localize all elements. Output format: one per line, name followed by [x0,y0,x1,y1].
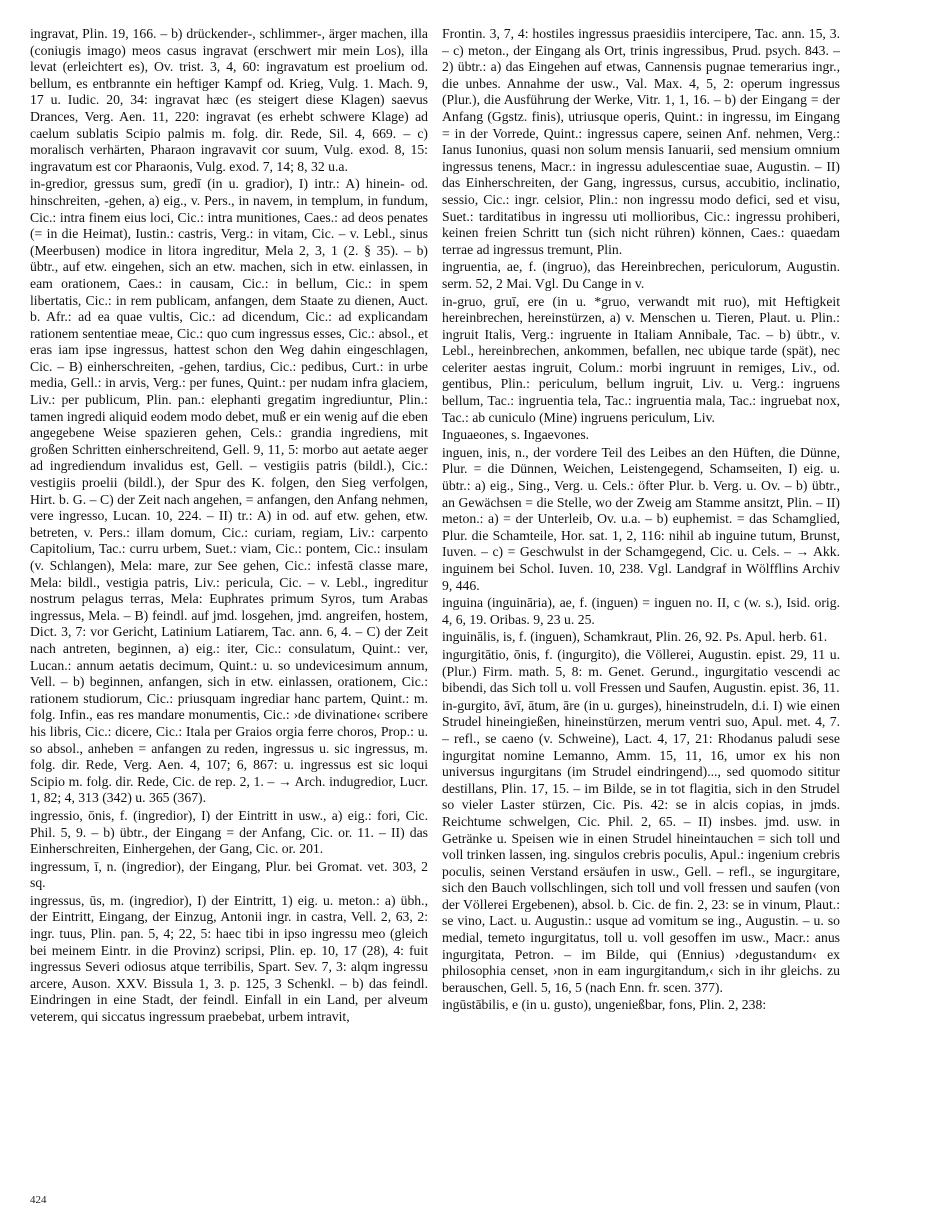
entry-inguinalis: inguinālis, is, f. (inguen), Schamkraut, Plin. 26, 92. Ps. Apul. herb. 61. [442,629,828,645]
dictionary-page [30,26,910,1206]
page-number: 424 [30,1194,47,1206]
left-column [30,26,428,1026]
entry-ingurgitatio: ingurgitātio, ōnis, f. (ingurgito), die Völlerei, Augustin. epist. 29, 11 u. (Plur.) Firm. math. 5, 8: m. Genet. Gerund., ingurgitatio vescendi ac bibendi, das Sich toll u. voll Fressen und Saufen, Augustin. epist. 36, 11. [442,646,840,696]
entry-ingressus-continued: Frontin. 3, 7, 4: hostiles ingressus praesidiis intercipere, Tac. ann. 15, 3. – c) meton., der Eingang als Ort, trinis ingressibus, Prud. psych. 843. – 2) übtr.: a) das Eingehen auf etwas, Cannensis pugnae temerarius ingr., die unbes. Annahme der usw., Val. Max. 4, 5, 2: operum ingressus (Plur.), die Ausführung der Werke, Vitr. 1, 1, 16. – b) der Eingang = der Anfang (Ggstz. finis), utriusque operis, Quint.: in ingressu, im Eingang = in der Vorrede, Quint.: ingressus capere, seinen Anf. nehmen, Verg.: Ianus Iunonius, quasi non solum mensis Ianuarii, sed mensium omnium ingressus tenens, Macr.: in ingressu adulescentiae suae, Augustin. – II) das Einherschreiten, der Gang, ingressus, cursus, accubitio, inclinatio, sessio, Cic.: ingr. celsior, Plin.: non ingressu modo defici, sed et visu, Suet.: tarditatibus in ingressu uti mollioribus, Cic.: ingressu prohiberi, keinen freien Schritt tun (sich nicht rühren) können, Caes.: quaedam terrae ad ingressus tremunt, Plin. [442,26,840,257]
entry-ingurgito: in-gurgito, āvī, ātum, āre (in u. gurges), hineinstrudeln, d.i. I) wie einen Strudel hineingießen, hineinstürzen, merum ventri suo, Apul. met. 4, 7. – refl., se caeno (v. Schweine), Lact. 4, 17, 21: Rhodanus paludi sese ingurgitat nomine Lemanno, Amm. 15, 11, 16, umor ex his non universus ingurgitans (im Strudel eindringend)..., sed quomodo sititur destillans, Plin. 17, 15. – im Bilde, se in tot flagitia, sich in den Strudel so vieler Laster stürzen, Cic. Pis. 42: se in alcis copias, in jmds. Reichtume schwelgen, Cic. Phil. 2, 65. – II) insbes. jmd. usw. in Getränke u. Speisen wie in einen Strudel hineintauchen = sich toll und voll trinken lassen, ing. singulos crebris poculis, Apul.: ingenium crebris poculis, seinen Verstand ersäufen in usw., Gell. – refl., se ingurgitare, sich den Bauch vollschlingen, sich toll und voll fressen und saufen (von der Völlerei Ergebenen), absol. b. Cic. de fin. 2, 23: se in vinum, Plaut.: se vino, Lact. u. Augustin.: usque ad vomitum se ing., Augustin. – u. so medial, temeto ingurgitatus, toll u. voll gesoffen im usw., Macr.: anus ingurgitata, Petron. – im Bilde, qui (Ennius) ›degustandum‹ ex philosophia censet, ›non in eam ingurgitandum,‹ sich in ihr gleichs. zu berauschen, Gell. 5, 16, 5 (nach Enn. fr. scen. 377). [442,697,840,995]
right-column [442,26,840,1014]
entry-ingravo-continued: ingravat, Plin. 19, 166. – b) drückender-, schlimmer-, ärger machen, illa (coniugis imago) meos casus ingravat (erschwert mir mein Los), illa levat (erleichtert es), Ov. trist. 3, 4, 60: ingravatum est proelium od. bellum, es entbrannte ein heftiger Kampf od. Krieg, Vulg. 1. Mach. 9, 17 u. Iudic. 20, 34: ingravat hæc (es steigert diese Klagen) saevus Drances, Verg. Aen. 11, 220: ingravat (es erhebt schwere Klage) ad caelum sublatis Scipio palmis m. folg. dir. Rede, Sil. 4, 669. – c) moralisch verhärten, Pharaon ingravavit cor suum, Vulg. exod. 8, 15: ingravatum est cor Pharaonis, Vulg. exod. 7, 14; 8, 32 u.a. [30,26,428,174]
entry-ingressus: ingressus, ūs, m. (ingredior), I) der Eintritt, 1) eig. u. meton.: a) übh., der Eintritt, Eingang, der Einzug, Antonii ingr. in castra, Vell. 2, 63, 2: ingr. tuus, Plin. pan. 5, 4; 22, 5: haec tibi in ipso ingressu meo (gleich bei meinem Eintr. in die Provinz) scripsi, Plin. ep. 10, 17 (28), 4: fuit ingressus Severi odiosus atque terribilis, Spart. Sev. 7, 3: alqm ingressu arcere, Auson. XXV. Bissula 1, 3. p. 125, 3 Schenkl. – b) das feindl. Eindringen in eine Stadt, der feindl. Einfall in ein Land, per alveum veterem, qui siccatus ingressum praebebat, urbem intravit, [30,892,428,1025]
entry-inguina: inguina (inguināria), ae, f. (inguen) = inguen no. II, c (w. s.), Isid. orig. 4, 6, 19. Oribas. 9, 23 u. 25. [442,595,840,627]
entry-inguen: inguen, inis, n., der vordere Teil des Leibes an den Hüften, die Dünne, Plur. = die Dünnen, Weichen, Leistengegend, Schamseiten, I) eig. u. übtr.: a) eig., Sing., Verg. u. Cels.: öfter Plur. b. Verg. u. Ov. – b) übtr., an Gewächsen = die Stelle, wo der Zweig am Stamme ansitzt, Plin. – II) meton.: a) = der Unterleib, Ov. u.a. – b) euphemist. = das Schamglied, Plur. die Schamteile, Hor. sat. 1, 2, 116: nihil ab inguine tutum, Brunst, Iuven. – c) = Geschwulst in der Schamgegend, Cic. u. Cels. – → Akk. inguinem bei Schol. Iuven. 10, 238. Vgl. Landgraf in Wölfflins Archiv 9, 446. [442,444,840,593]
entry-ingruentia: ingruentia, ae, f. (ingruo), das Hereinbrechen, periculorum, Augustin. serm. 52, 2 Mai. Vgl. Du Cange in v. [442,259,840,291]
entry-ingressio: ingressio, ōnis, f. (ingredior), I) der Eintritt in usw., a) eig.: fori, Cic. Phil. 5, 9. – b) übtr., der Eingang = der Anfang, Cic. or. 11. – II) das Einherschreiten, Einhergehen, der Gang, Cic. or. 201. [30,807,428,857]
entry-ingustabilis: ingūstābilis, e (in u. gusto), ungenießbar, fons, Plin. 2, 238: [442,997,767,1013]
entry-ingruo: in-gruo, gruī, ere (in u. *gruo, verwandt mit ruo), mit Heftigkeit hereinbrechen, hereinstürzen, a) v. Menschen u. Tieren, Plaut. u. Plin.: ingruit Italis, Verg.: ingruente in Italiam Annibale, Tac. – b) übtr., v. Lebl., hereinbrechen, ankommen, befallen, nec ubique tarde (spät), nec celeriter aestas ingruit, Colum.: morbi ingruunt in remiges, Liv., od. gentibus, Plin.: periculum, bellum ingruit, Liv. u. Verg.: ingruens bellum, Tac.: ingruentia tela, Tac.: ingruentia mala, Tac.: ingruebat nox, Tac.: ab cuniculo (Mine) ingruens periculum, Liv. [442,293,840,425]
entry-inguaeones: Inguaeones, s. Ingaevones. [442,427,590,443]
entry-ingredior: in-gredior, gressus sum, gredī (in u. gradior), I) intr.: A) hinein- od. hinschreiten, -gehen, a) eig., v. Pers., in navem, in templum, in fundum, Cic.: intra finem eius loci, Cic.: intra munitiones, Caes.: ad deos penates (= in die Heimat), Iustin.: castris, Verg.: in vitam, Cic. – v. Lebl., sinus (Meerbusen) modice in litora ingreditur, Mela 2, 3, 1 (2. § 35). – b) übtr., auf etw. eingehen, sich an etw. machen, sich in etw. einlassen, in eam orationem, Caes.: in causam, Cic.: in bellum, Cic.: in spem libertatis, Cic.: in rem publicam, anfangen, dem Staate zu dienen, Auct. b. Afr.: ad ea quae vultis, Cic.: ad dicendum, Cic.: ad explicandam rationem sententiae meae, Cic.: quo cum ingressus esses, Cic.: absol., et eras iam ipse ingressus, hattest schon den Weg dahin eingeschlagen, Cic. – B) einherschreiten, -gehen, tardius, Cic.: pedibus, Curt.: in urbe media, Gell.: in arvis, Verg.: per funes, Quint.: per nudam infra glaciem, Liv.: per publicum, Plin. pan.: elephanti gregatim ingrediuntur, Plin.: tamen ingredi aliquid eodem modo debet, muß er ein wenig auf die eben angegebene Weise spazieren gehen, Cels.: grandia ingrediens, mit großen Schritten einherschreitend, Gell. 9, 11, 5: morbo aut aetate aeger ad ingrediendum invalidus est, Gell. – vestigiis patris (bildl.), Cic.: vestigiis proelii (bildl.), der Spur des K. folgen, den Sieg verfolgen, Hirt. b. G. – C) der Zeit nach angehen, = anfangen, den Anfang nehmen, vere ingresso, Lucan. 10, 224. – II) tr.: A) in od. auf etw. gehen, etw. betreten, v. Pers.: illam domum, Cic.: curiam, regiam, Liv.: carpento Capitolium, Tac.: curru urbem, Suet.: viam, Cic.: pontem, Cic.: insulam (v. Schlangen), Mela: mare, zur See gehen, Cic.: infestā classe mare, Mela: bildl., vestigia patris, Liv.: pericula, Cic. – v. Lebl., ingreditur nostrum pelagus terras, Mela: Euphrates primum Syros, tum Arabas ingressus, Mela. – B) feindl. auf jmd. losgehen, jmd. angreifen, hostem, Dict. 3, 7: vor Gericht, Latinium Latiarem, Tac. ann. 6, 4. – C) der Zeit nach antreten, beginnen, a) eig.: iter, Cic.: consulatum, Quint.: ver, Lucan.: annum aetatis decimum, Quint.: u. so undevicesimum annum, Vell. – b) beginnen, anfangen, sich in etw. einlassen, orationem, Cic.: rationem studiorum, Cic.: priusquam ingrediar hanc partem, Quint.: m. folg. Infin., eas res mandare monumentis, Cic.: ›de divinatione‹ scribere his libris, Cic.: dicere, Cic.: Itala per Graios orgia ferre choros, Prop.: u. so absol., anheben = anfangen zu reden, ingressus u. sic ingressus, m. folg. dir. Rede, Verg. Aen. 4, 107; 6, 867: u. ingressus est sic loqui Scipio m. folg. dir. Rede, Cic. de rep. 2, 1. – → Arch. indugredior, Lucr. 1, 82; 4, 313 (342) u. 365 (367). [30,176,428,806]
entry-ingressum: ingressum, ī, n. (ingredior), der Eingang, Plur. bei Gromat. vet. 303, 2 sq. [30,858,428,891]
